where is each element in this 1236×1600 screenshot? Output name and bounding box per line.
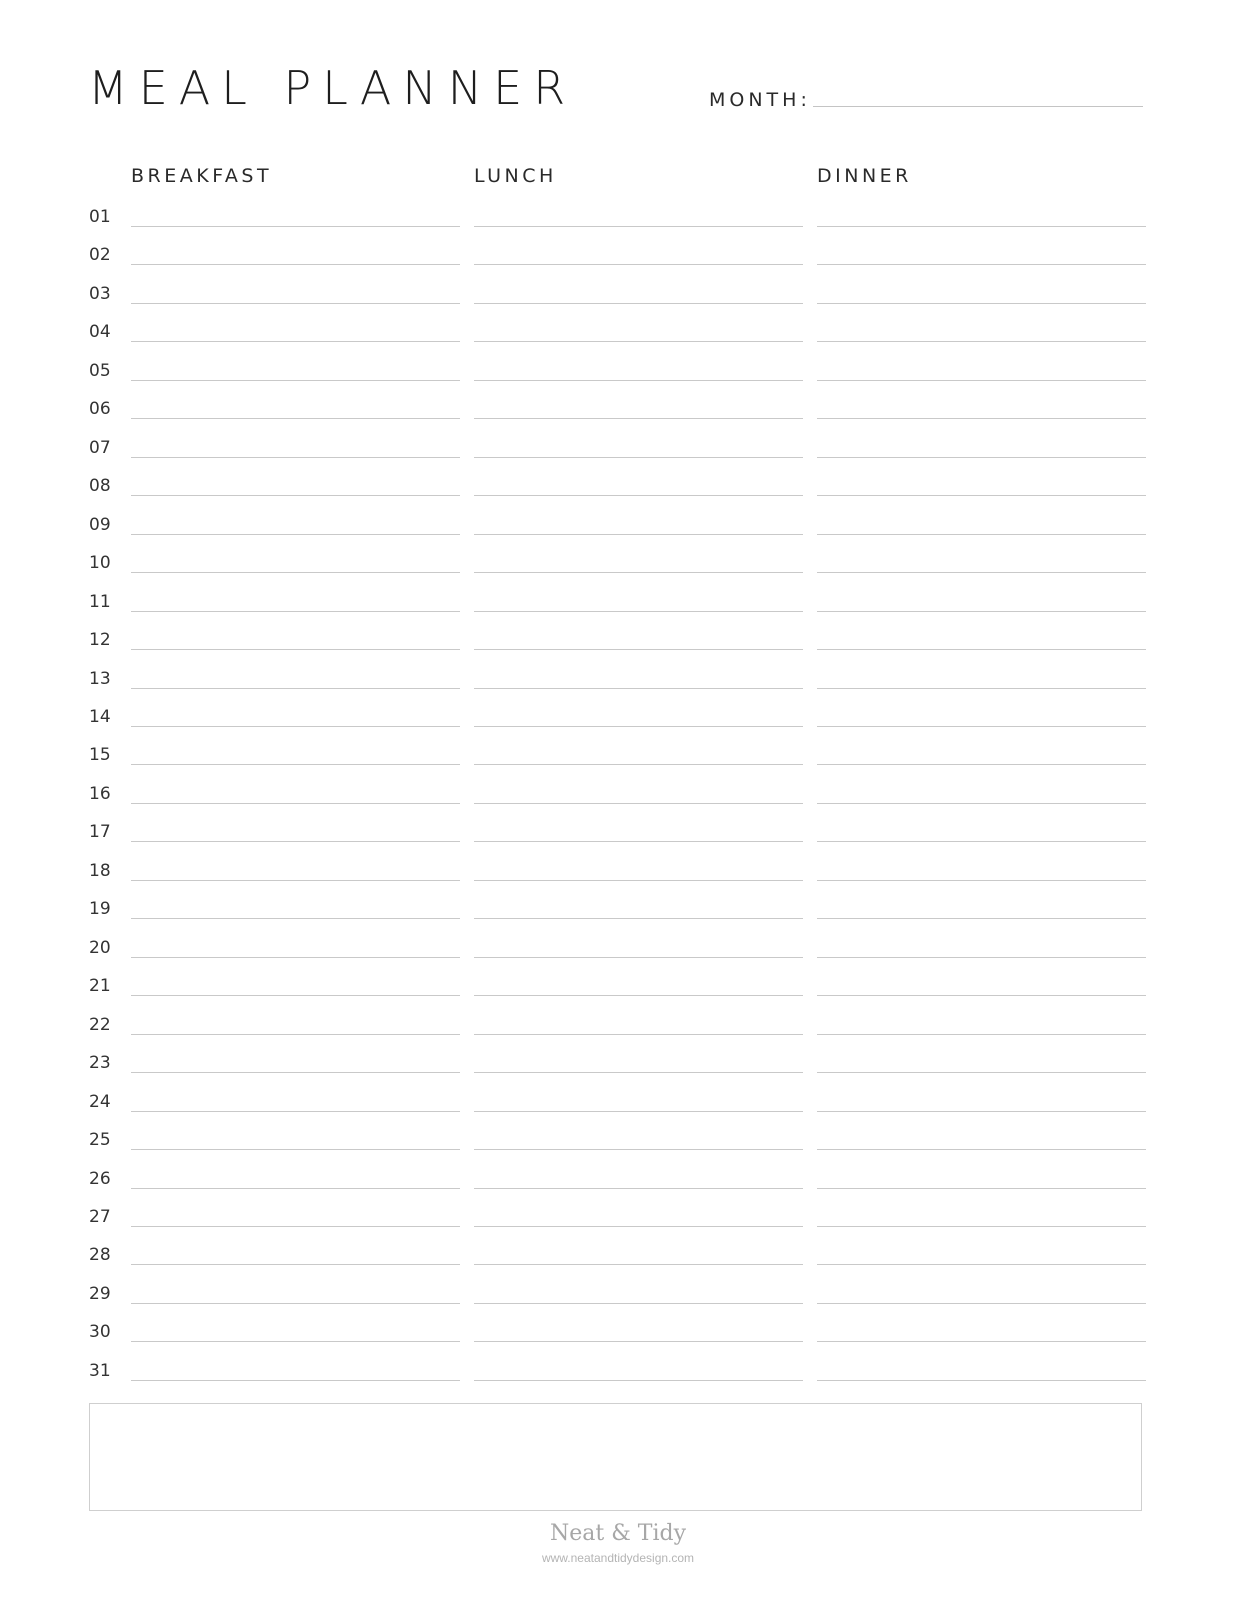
lunch-entry-line[interactable] bbox=[474, 649, 803, 650]
column-header-lunch: LUNCH bbox=[474, 165, 557, 187]
day-number: 17 bbox=[89, 822, 111, 842]
breakfast-entry-line[interactable] bbox=[131, 264, 460, 265]
breakfast-entry-line[interactable] bbox=[131, 226, 460, 227]
dinner-entry-line[interactable] bbox=[817, 1303, 1146, 1304]
lunch-entry-line[interactable] bbox=[474, 1303, 803, 1304]
month-label: MONTH: bbox=[709, 89, 811, 111]
lunch-entry-line[interactable] bbox=[474, 1034, 803, 1035]
lunch-entry-line[interactable] bbox=[474, 995, 803, 996]
lunch-entry-line[interactable] bbox=[474, 764, 803, 765]
lunch-entry-line[interactable] bbox=[474, 611, 803, 612]
day-number: 21 bbox=[89, 976, 111, 996]
day-number: 11 bbox=[89, 592, 111, 612]
day-number: 25 bbox=[89, 1130, 111, 1150]
breakfast-entry-line[interactable] bbox=[131, 457, 460, 458]
brand-url: www.neatandtidydesign.com bbox=[541, 1551, 695, 1565]
dinner-entry-line[interactable] bbox=[817, 1341, 1146, 1342]
lunch-entry-line[interactable] bbox=[474, 418, 803, 419]
lunch-entry-line[interactable] bbox=[474, 1380, 803, 1381]
lunch-entry-line[interactable] bbox=[474, 380, 803, 381]
dinner-entry-line[interactable] bbox=[817, 303, 1146, 304]
breakfast-entry-line[interactable] bbox=[131, 1034, 460, 1035]
breakfast-entry-line[interactable] bbox=[131, 1380, 460, 1381]
breakfast-entry-line[interactable] bbox=[131, 1264, 460, 1265]
breakfast-entry-line[interactable] bbox=[131, 726, 460, 727]
day-number: 20 bbox=[89, 938, 111, 958]
dinner-entry-line[interactable] bbox=[817, 880, 1146, 881]
day-number: 06 bbox=[89, 399, 111, 419]
breakfast-entry-line[interactable] bbox=[131, 1303, 460, 1304]
dinner-entry-line[interactable] bbox=[817, 226, 1146, 227]
breakfast-entry-line[interactable] bbox=[131, 764, 460, 765]
day-number: 08 bbox=[89, 476, 111, 496]
lunch-entry-line[interactable] bbox=[474, 572, 803, 573]
day-number: 15 bbox=[89, 745, 111, 765]
lunch-entry-line[interactable] bbox=[474, 841, 803, 842]
lunch-entry-line[interactable] bbox=[474, 264, 803, 265]
day-number: 03 bbox=[89, 284, 111, 304]
dinner-entry-line[interactable] bbox=[817, 957, 1146, 958]
day-number: 29 bbox=[89, 1284, 111, 1304]
day-number: 23 bbox=[89, 1053, 111, 1073]
dinner-entry-line[interactable] bbox=[817, 803, 1146, 804]
lunch-entry-line[interactable] bbox=[474, 1226, 803, 1227]
dinner-entry-line[interactable] bbox=[817, 764, 1146, 765]
dinner-entry-line[interactable] bbox=[817, 380, 1146, 381]
dinner-entry-line[interactable] bbox=[817, 572, 1146, 573]
dinner-entry-line[interactable] bbox=[817, 1149, 1146, 1150]
day-number: 10 bbox=[89, 553, 111, 573]
day-number: 07 bbox=[89, 438, 111, 458]
lunch-entry-line[interactable] bbox=[474, 1188, 803, 1189]
breakfast-entry-line[interactable] bbox=[131, 995, 460, 996]
breakfast-entry-line[interactable] bbox=[131, 303, 460, 304]
dinner-entry-line[interactable] bbox=[817, 726, 1146, 727]
breakfast-entry-line[interactable] bbox=[131, 341, 460, 342]
lunch-entry-line[interactable] bbox=[474, 957, 803, 958]
lunch-entry-line[interactable] bbox=[474, 1264, 803, 1265]
day-number: 26 bbox=[89, 1169, 111, 1189]
lunch-entry-line[interactable] bbox=[474, 457, 803, 458]
breakfast-entry-line[interactable] bbox=[131, 1341, 460, 1342]
dinner-entry-line[interactable] bbox=[817, 264, 1146, 265]
breakfast-entry-line[interactable] bbox=[131, 572, 460, 573]
dinner-entry-line[interactable] bbox=[817, 995, 1146, 996]
day-number: 01 bbox=[89, 207, 111, 227]
day-number: 14 bbox=[89, 707, 111, 727]
breakfast-entry-line[interactable] bbox=[131, 380, 460, 381]
dinner-entry-line[interactable] bbox=[817, 341, 1146, 342]
breakfast-entry-line[interactable] bbox=[131, 1111, 460, 1112]
dinner-entry-line[interactable] bbox=[817, 1111, 1146, 1112]
day-number: 04 bbox=[89, 322, 111, 342]
lunch-entry-line[interactable] bbox=[474, 341, 803, 342]
breakfast-entry-line[interactable] bbox=[131, 418, 460, 419]
dinner-entry-line[interactable] bbox=[817, 418, 1146, 419]
dinner-entry-line[interactable] bbox=[817, 495, 1146, 496]
lunch-entry-line[interactable] bbox=[474, 1341, 803, 1342]
breakfast-entry-line[interactable] bbox=[131, 534, 460, 535]
dinner-entry-line[interactable] bbox=[817, 1188, 1146, 1189]
day-number: 31 bbox=[89, 1361, 111, 1381]
breakfast-entry-line[interactable] bbox=[131, 957, 460, 958]
day-number: 28 bbox=[89, 1245, 111, 1265]
day-number: 13 bbox=[89, 669, 111, 689]
dinner-entry-line[interactable] bbox=[817, 1264, 1146, 1265]
dinner-entry-line[interactable] bbox=[817, 1226, 1146, 1227]
breakfast-entry-line[interactable] bbox=[131, 918, 460, 919]
day-number: 27 bbox=[89, 1207, 111, 1227]
day-number: 16 bbox=[89, 784, 111, 804]
lunch-entry-line[interactable] bbox=[474, 495, 803, 496]
breakfast-entry-line[interactable] bbox=[131, 611, 460, 612]
breakfast-entry-line[interactable] bbox=[131, 1149, 460, 1150]
lunch-entry-line[interactable] bbox=[474, 688, 803, 689]
lunch-entry-line[interactable] bbox=[474, 1072, 803, 1073]
lunch-entry-line[interactable] bbox=[474, 918, 803, 919]
lunch-entry-line[interactable] bbox=[474, 726, 803, 727]
breakfast-entry-line[interactable] bbox=[131, 495, 460, 496]
lunch-entry-line[interactable] bbox=[474, 880, 803, 881]
breakfast-entry-line[interactable] bbox=[131, 880, 460, 881]
breakfast-entry-line[interactable] bbox=[131, 1188, 460, 1189]
day-number: 30 bbox=[89, 1322, 111, 1342]
dinner-entry-line[interactable] bbox=[817, 1380, 1146, 1381]
breakfast-entry-line[interactable] bbox=[131, 1226, 460, 1227]
month-field[interactable] bbox=[813, 106, 1143, 107]
day-number: 19 bbox=[89, 899, 111, 919]
dinner-entry-line[interactable] bbox=[817, 649, 1146, 650]
lunch-entry-line[interactable] bbox=[474, 1111, 803, 1112]
column-header-dinner: DINNER bbox=[817, 165, 912, 187]
day-number: 09 bbox=[89, 515, 111, 535]
notes-box[interactable] bbox=[89, 1403, 1142, 1511]
dinner-entry-line[interactable] bbox=[817, 611, 1146, 612]
breakfast-entry-line[interactable] bbox=[131, 649, 460, 650]
column-header-breakfast: BREAKFAST bbox=[131, 165, 273, 187]
dinner-entry-line[interactable] bbox=[817, 1034, 1146, 1035]
day-number: 05 bbox=[89, 361, 111, 381]
day-number: 18 bbox=[89, 861, 111, 881]
day-number: 02 bbox=[89, 245, 111, 265]
lunch-entry-line[interactable] bbox=[474, 803, 803, 804]
breakfast-entry-line[interactable] bbox=[131, 803, 460, 804]
dinner-entry-line[interactable] bbox=[817, 841, 1146, 842]
page-title: MEAL PLANNER bbox=[88, 61, 577, 115]
dinner-entry-line[interactable] bbox=[817, 688, 1146, 689]
lunch-entry-line[interactable] bbox=[474, 303, 803, 304]
lunch-entry-line[interactable] bbox=[474, 1149, 803, 1150]
breakfast-entry-line[interactable] bbox=[131, 841, 460, 842]
day-number: 12 bbox=[89, 630, 111, 650]
dinner-entry-line[interactable] bbox=[817, 1072, 1146, 1073]
dinner-entry-line[interactable] bbox=[817, 918, 1146, 919]
dinner-entry-line[interactable] bbox=[817, 534, 1146, 535]
day-number: 22 bbox=[89, 1015, 111, 1035]
breakfast-entry-line[interactable] bbox=[131, 1072, 460, 1073]
breakfast-entry-line[interactable] bbox=[131, 688, 460, 689]
brand-name: Neat & Tidy bbox=[549, 1521, 687, 1546]
dinner-entry-line[interactable] bbox=[817, 457, 1146, 458]
day-number: 24 bbox=[89, 1092, 111, 1112]
lunch-entry-line[interactable] bbox=[474, 226, 803, 227]
lunch-entry-line[interactable] bbox=[474, 534, 803, 535]
